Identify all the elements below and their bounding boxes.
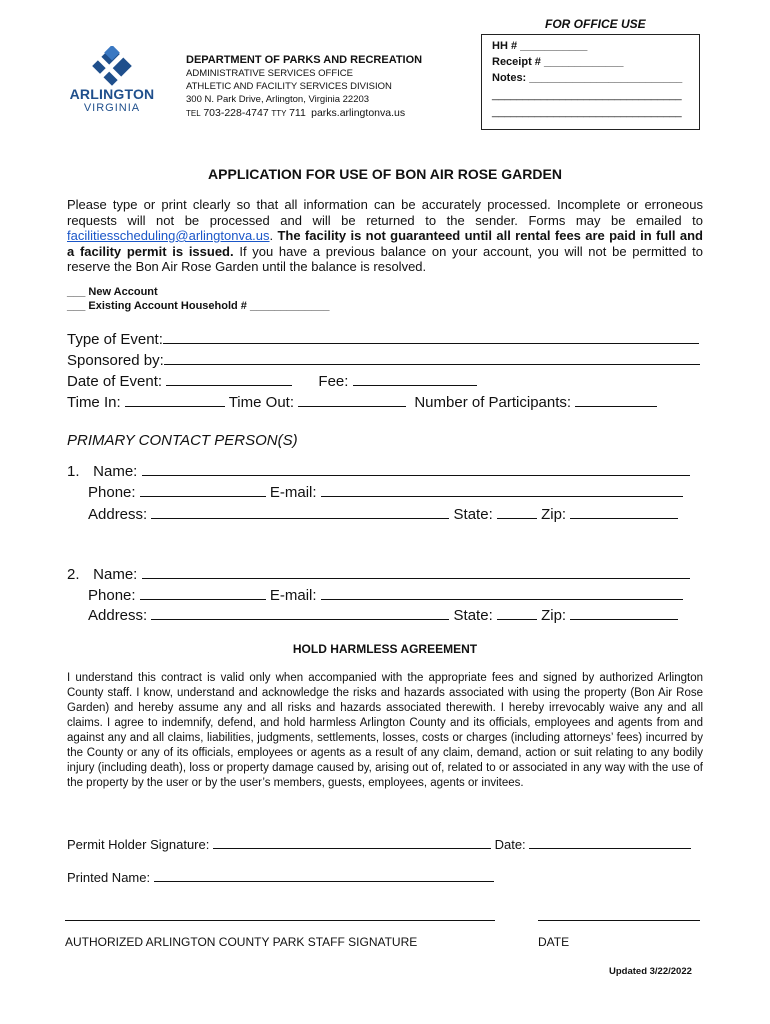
event-type-field[interactable] (163, 330, 699, 344)
zip-label: Zip: (541, 506, 567, 523)
tel-prefix: TEL (186, 109, 201, 118)
division-name: ATHLETIC AND FACILITY SERVICES DIVISION (186, 81, 392, 92)
permit-date-field[interactable] (529, 835, 691, 849)
contact-1-name-field[interactable] (142, 462, 690, 476)
contact-number: 2. (67, 566, 80, 583)
form-title: APPLICATION FOR USE OF BON AIR ROSE GARDEN (208, 166, 562, 182)
office-use-title: FOR OFFICE USE (545, 17, 646, 31)
department-address: 300 N. Park Drive, Arlington, Virginia 22203 (186, 94, 370, 105)
intro-bold-text: The facility is not guaranteed until all rental fees are paid in full and a facility permit is issued. (67, 228, 703, 259)
contact-2-address-row (88, 606, 678, 624)
intro-paragraph (67, 197, 703, 275)
logo-subtitle: VIRGINIA (83, 102, 141, 114)
name-label: Name: (93, 566, 138, 583)
contact-2-name-row (67, 565, 690, 583)
existing-account-option[interactable]: ___ Existing Account Household # _____________ (67, 300, 330, 312)
contact-number: 1. (67, 463, 80, 480)
tty-number: 711 (289, 107, 306, 119)
logo-name: ARLINGTON (69, 86, 155, 102)
contact-2-email-field[interactable] (321, 586, 683, 600)
office-use-box (481, 34, 700, 130)
contact-2-name-field[interactable] (142, 565, 690, 579)
primary-contact-heading: PRIMARY CONTACT PERSON(S) (67, 432, 298, 449)
contact-1-address-row (88, 505, 678, 523)
email-link[interactable]: facilitiesscheduling@arlingtonva.us (67, 228, 270, 243)
contact-1-phone-field[interactable] (140, 483, 266, 497)
hh-field[interactable]: HH # ___________ (492, 40, 588, 52)
permit-signature-label: Permit Holder Signature: (67, 837, 210, 852)
phone-label: Phone: (88, 587, 136, 604)
printed-name-label: Printed Name: (67, 870, 151, 885)
contact-2-address-field[interactable] (151, 606, 449, 620)
contact-1-name-row (67, 462, 690, 480)
contact-1-zip-field[interactable] (570, 505, 678, 519)
notes-field[interactable]: Notes: _________________________ (492, 72, 683, 84)
zip-label: Zip: (541, 607, 567, 624)
permit-signature-row (67, 835, 691, 852)
tty-prefix: TTY (271, 109, 287, 118)
contact-2-phone-field[interactable] (140, 586, 266, 600)
staff-date-label: DATE (538, 935, 570, 949)
date-label: Date: (494, 837, 526, 852)
contact-1-phone-row (88, 483, 683, 501)
staff-date-field[interactable] (538, 920, 700, 921)
updated-date: Updated 3/22/2022 (609, 966, 692, 977)
event-type-label: Type of Event: (67, 331, 163, 348)
sponsor-row (67, 351, 700, 369)
website-link[interactable]: parks.arlingtonva.us (311, 107, 406, 119)
intro-text: Please type or print clearly so that all information can be accurately processed. Incomplete or erroneous requests will not be processed and will be returned to the sender. Forms may be emailed to (67, 197, 703, 228)
time-in-label: Time In: (67, 394, 121, 411)
staff-signature-label: AUTHORIZED ARLINGTON COUNTY PARK STAFF SIGNATURE (65, 935, 418, 949)
participants-field[interactable] (575, 393, 657, 407)
staff-signature-field[interactable] (65, 920, 495, 921)
time-out-field[interactable] (298, 393, 406, 407)
sponsor-label: Sponsored by: (67, 352, 164, 369)
new-account-option[interactable]: ___ New Account (67, 286, 158, 298)
participants-label: Number of Participants: (414, 394, 572, 411)
contact-1-address-field[interactable] (151, 505, 449, 519)
hold-harmless-text: I understand this contract is valid only when accompanied with the appropriate fees and signed by authorized Arlington County staff. I know, understand and acknowledge the risks and hazards associated with using the property (Bon Air Rose Garden) and hereby assume any and all risks and hazards associated therewith. I hereby irrevocably waive any and all claims. I agree to indemnify, defend, and hold harmless Arlington County and its officials, employees and agents from and against any and all claims, liabilities, judgments, settlements, losses, costs or charges (including attorneys’ fees) incurred by the County or any of its officials, employees or agents as a result of any claim, demand, action or suit relating to any bodily injury (including death), loss or property damage caused by, arising out of, related to or associated in any way with the use of the property by the user or by the user’s members, guests, employees, agents or invitees. (67, 672, 703, 789)
office-name: ADMINISTRATIVE SERVICES OFFICE (186, 68, 353, 79)
state-label: State: (453, 506, 493, 523)
sponsor-field[interactable] (164, 351, 700, 365)
time-in-field[interactable] (125, 393, 225, 407)
receipt-field[interactable]: Receipt # _____________ (492, 56, 624, 68)
event-type-row (67, 330, 699, 348)
address-label: Address: (88, 607, 148, 624)
hold-harmless-heading: HOLD HARMLESS AGREEMENT (292, 642, 478, 656)
fee-label: Fee: (318, 373, 349, 390)
contact-2-zip-field[interactable] (570, 606, 678, 620)
contact-line (186, 107, 405, 119)
permit-signature-field[interactable] (213, 835, 491, 849)
department-name: DEPARTMENT OF PARKS AND RECREATION (186, 54, 423, 66)
time-out-label: Time Out: (228, 394, 294, 411)
phone-number: 703-228-4747 (203, 107, 269, 119)
printed-name-field[interactable] (154, 868, 494, 882)
fee-field[interactable] (353, 372, 477, 386)
contact-2-phone-row (88, 586, 683, 604)
notes-line[interactable]: _______________________________ (492, 89, 682, 101)
arlington-diamond-icon (64, 46, 160, 86)
intro-text: If you have a previous balance on your account, you will not be permitted to reserve the Bon Air Rose Garden until the balance is resolved. (67, 243, 703, 274)
contact-1-state-field[interactable] (497, 505, 537, 519)
address-label: Address: (88, 506, 148, 523)
date-fee-row (67, 372, 477, 390)
event-date-label: Date of Event: (67, 373, 163, 390)
contact-1-email-field[interactable] (321, 483, 683, 497)
event-date-field[interactable] (166, 372, 292, 386)
arlington-logo (64, 46, 160, 118)
name-label: Name: (93, 463, 138, 480)
phone-label: Phone: (88, 484, 136, 501)
notes-line[interactable]: _______________________________ (492, 106, 682, 118)
email-label: E-mail: (269, 587, 317, 604)
printed-name-row (67, 868, 494, 885)
state-label: State: (453, 607, 493, 624)
contact-2-state-field[interactable] (497, 606, 537, 620)
time-row (67, 393, 657, 411)
intro-text: . (269, 228, 278, 243)
email-label: E-mail: (269, 484, 317, 501)
